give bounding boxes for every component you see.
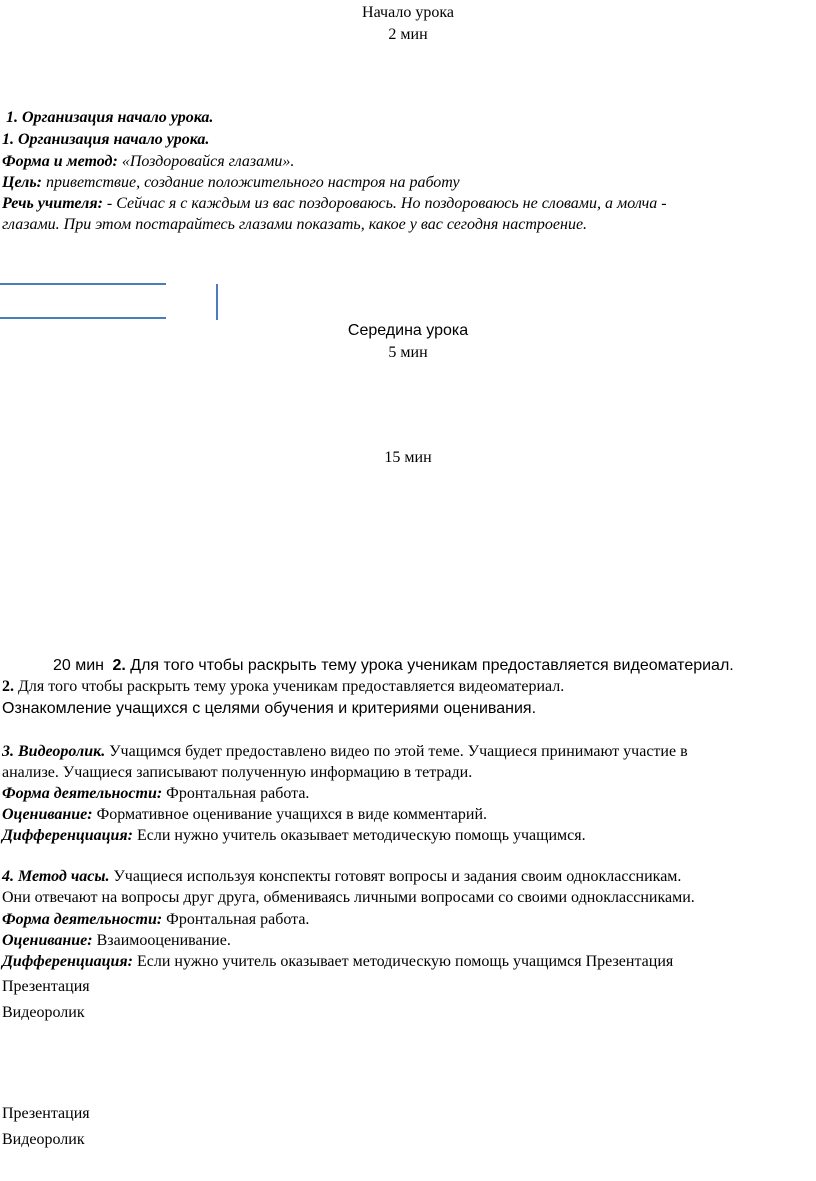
- org-form-value: «Поздоровайся глазами».: [117, 153, 295, 170]
- s3-text1: Учащимся будет предоставлено видео по этой теме. Учащиеся принимают участие в: [105, 743, 688, 760]
- org-speech-label: Речь учителя:: [2, 195, 103, 212]
- video-intro-line: [53, 655, 734, 677]
- lesson-middle-title: Середина урока: [347, 322, 469, 339]
- org-speech-line2: [2, 214, 587, 236]
- lesson-start-title: Начало урока: [362, 4, 454, 21]
- s4-line1: [2, 866, 681, 888]
- s4-label: 4. Метод часы.: [2, 868, 110, 885]
- s4-diff-label: Дифференциация:: [2, 953, 133, 970]
- box-bottom-border: [0, 317, 166, 319]
- s3-diff-line: [2, 825, 586, 847]
- s3-form-line: [2, 783, 309, 805]
- s4-form-value: Фронтальная работа.: [162, 911, 310, 928]
- org-heading: 1. Организация начало урока.: [6, 109, 214, 126]
- video-goals: Ознакомление учащихся с целями обучения и критериями оценивания.: [2, 700, 537, 717]
- org-form-label: Форма и метод:: [2, 153, 118, 170]
- org-goal-value: приветствие, создание положительного настроя на работу: [42, 174, 460, 191]
- s3-line1: [2, 741, 688, 763]
- s4-eval-label: Оценивание:: [2, 932, 93, 949]
- s3-diff-label: Дифференциация:: [2, 827, 133, 844]
- s3-eval-line: [2, 804, 487, 826]
- org-speech-text: - Сейчас я с каждым из вас поздороваюсь. Но поздороваюсь не словами, а молча -: [102, 195, 667, 212]
- org-form-line: [2, 151, 294, 173]
- s3-form-value: Фронтальная работа.: [162, 785, 310, 802]
- lesson-start-time: 2 мин: [388, 26, 428, 43]
- video-num: 2.: [112, 657, 126, 674]
- s4-form-line: [2, 909, 309, 931]
- video-text-2: Для того чтобы раскрыть тему урока ученикам предоставляется видеоматериал.: [14, 678, 565, 695]
- org-goal-line: [2, 172, 460, 194]
- resource-video-1: Видеоролик: [2, 1004, 85, 1021]
- video-time: 20 мин: [53, 657, 105, 674]
- s4-diff-line: [2, 951, 673, 973]
- s4-eval-value: Взаимооценивание.: [92, 932, 231, 949]
- video-text: Для того чтобы раскрыть тему урока ученикам предоставляется видеоматериал.: [125, 657, 734, 674]
- org-goal-label: Цель:: [2, 174, 42, 191]
- s4-diff-value: Если нужно учитель оказывает методическую помощь учащимся: [132, 953, 582, 970]
- video-intro-repeat: [2, 676, 564, 698]
- lesson-middle-time-2: 15 мин: [384, 449, 432, 466]
- s4-form-label: Форма деятельности:: [2, 911, 163, 928]
- org-speech-text-2: глазами. При этом постарайтесь глазами показать, какое у вас сегодня настроение.: [2, 216, 588, 233]
- org-speech-line: [2, 193, 667, 215]
- s3-eval-value: Формативное оценивание учащихся в виде комментарий.: [92, 806, 488, 823]
- s4-text1: Учащиеся используя конспекты готовят вопросы и задания своим одноклассникам.: [109, 868, 682, 885]
- s4-eval-line: [2, 930, 231, 952]
- resource-video-2: Видеоролик: [2, 1131, 85, 1148]
- s3-diff-value: Если нужно учитель оказывает методическую помощь учащимся.: [132, 827, 586, 844]
- resource-presentation-1: Презентация: [2, 978, 90, 995]
- video-num-2: 2.: [2, 678, 14, 695]
- s3-form-label: Форма деятельности:: [2, 785, 163, 802]
- resource-presentation-2: Презентация: [2, 1105, 90, 1122]
- s3-eval-label: Оценивание:: [2, 806, 93, 823]
- lesson-middle-time: 5 мин: [388, 344, 428, 361]
- s4-diff-tail: Презентация: [581, 953, 674, 970]
- box-vertical-border: [216, 284, 218, 320]
- s3-label: 3. Видеоролик.: [2, 743, 106, 760]
- s4-line2: Они отвечают на вопросы друг друга, обмениваясь личными вопросами со своими одноклассниками.: [2, 889, 695, 906]
- org-heading-line: [2, 107, 213, 129]
- s3-line2: анализе. Учащиеся записывают полученную информацию в тетради.: [2, 764, 473, 781]
- org-heading-repeat: 1. Организация начало урока.: [2, 131, 210, 148]
- box-top-border: [0, 283, 166, 285]
